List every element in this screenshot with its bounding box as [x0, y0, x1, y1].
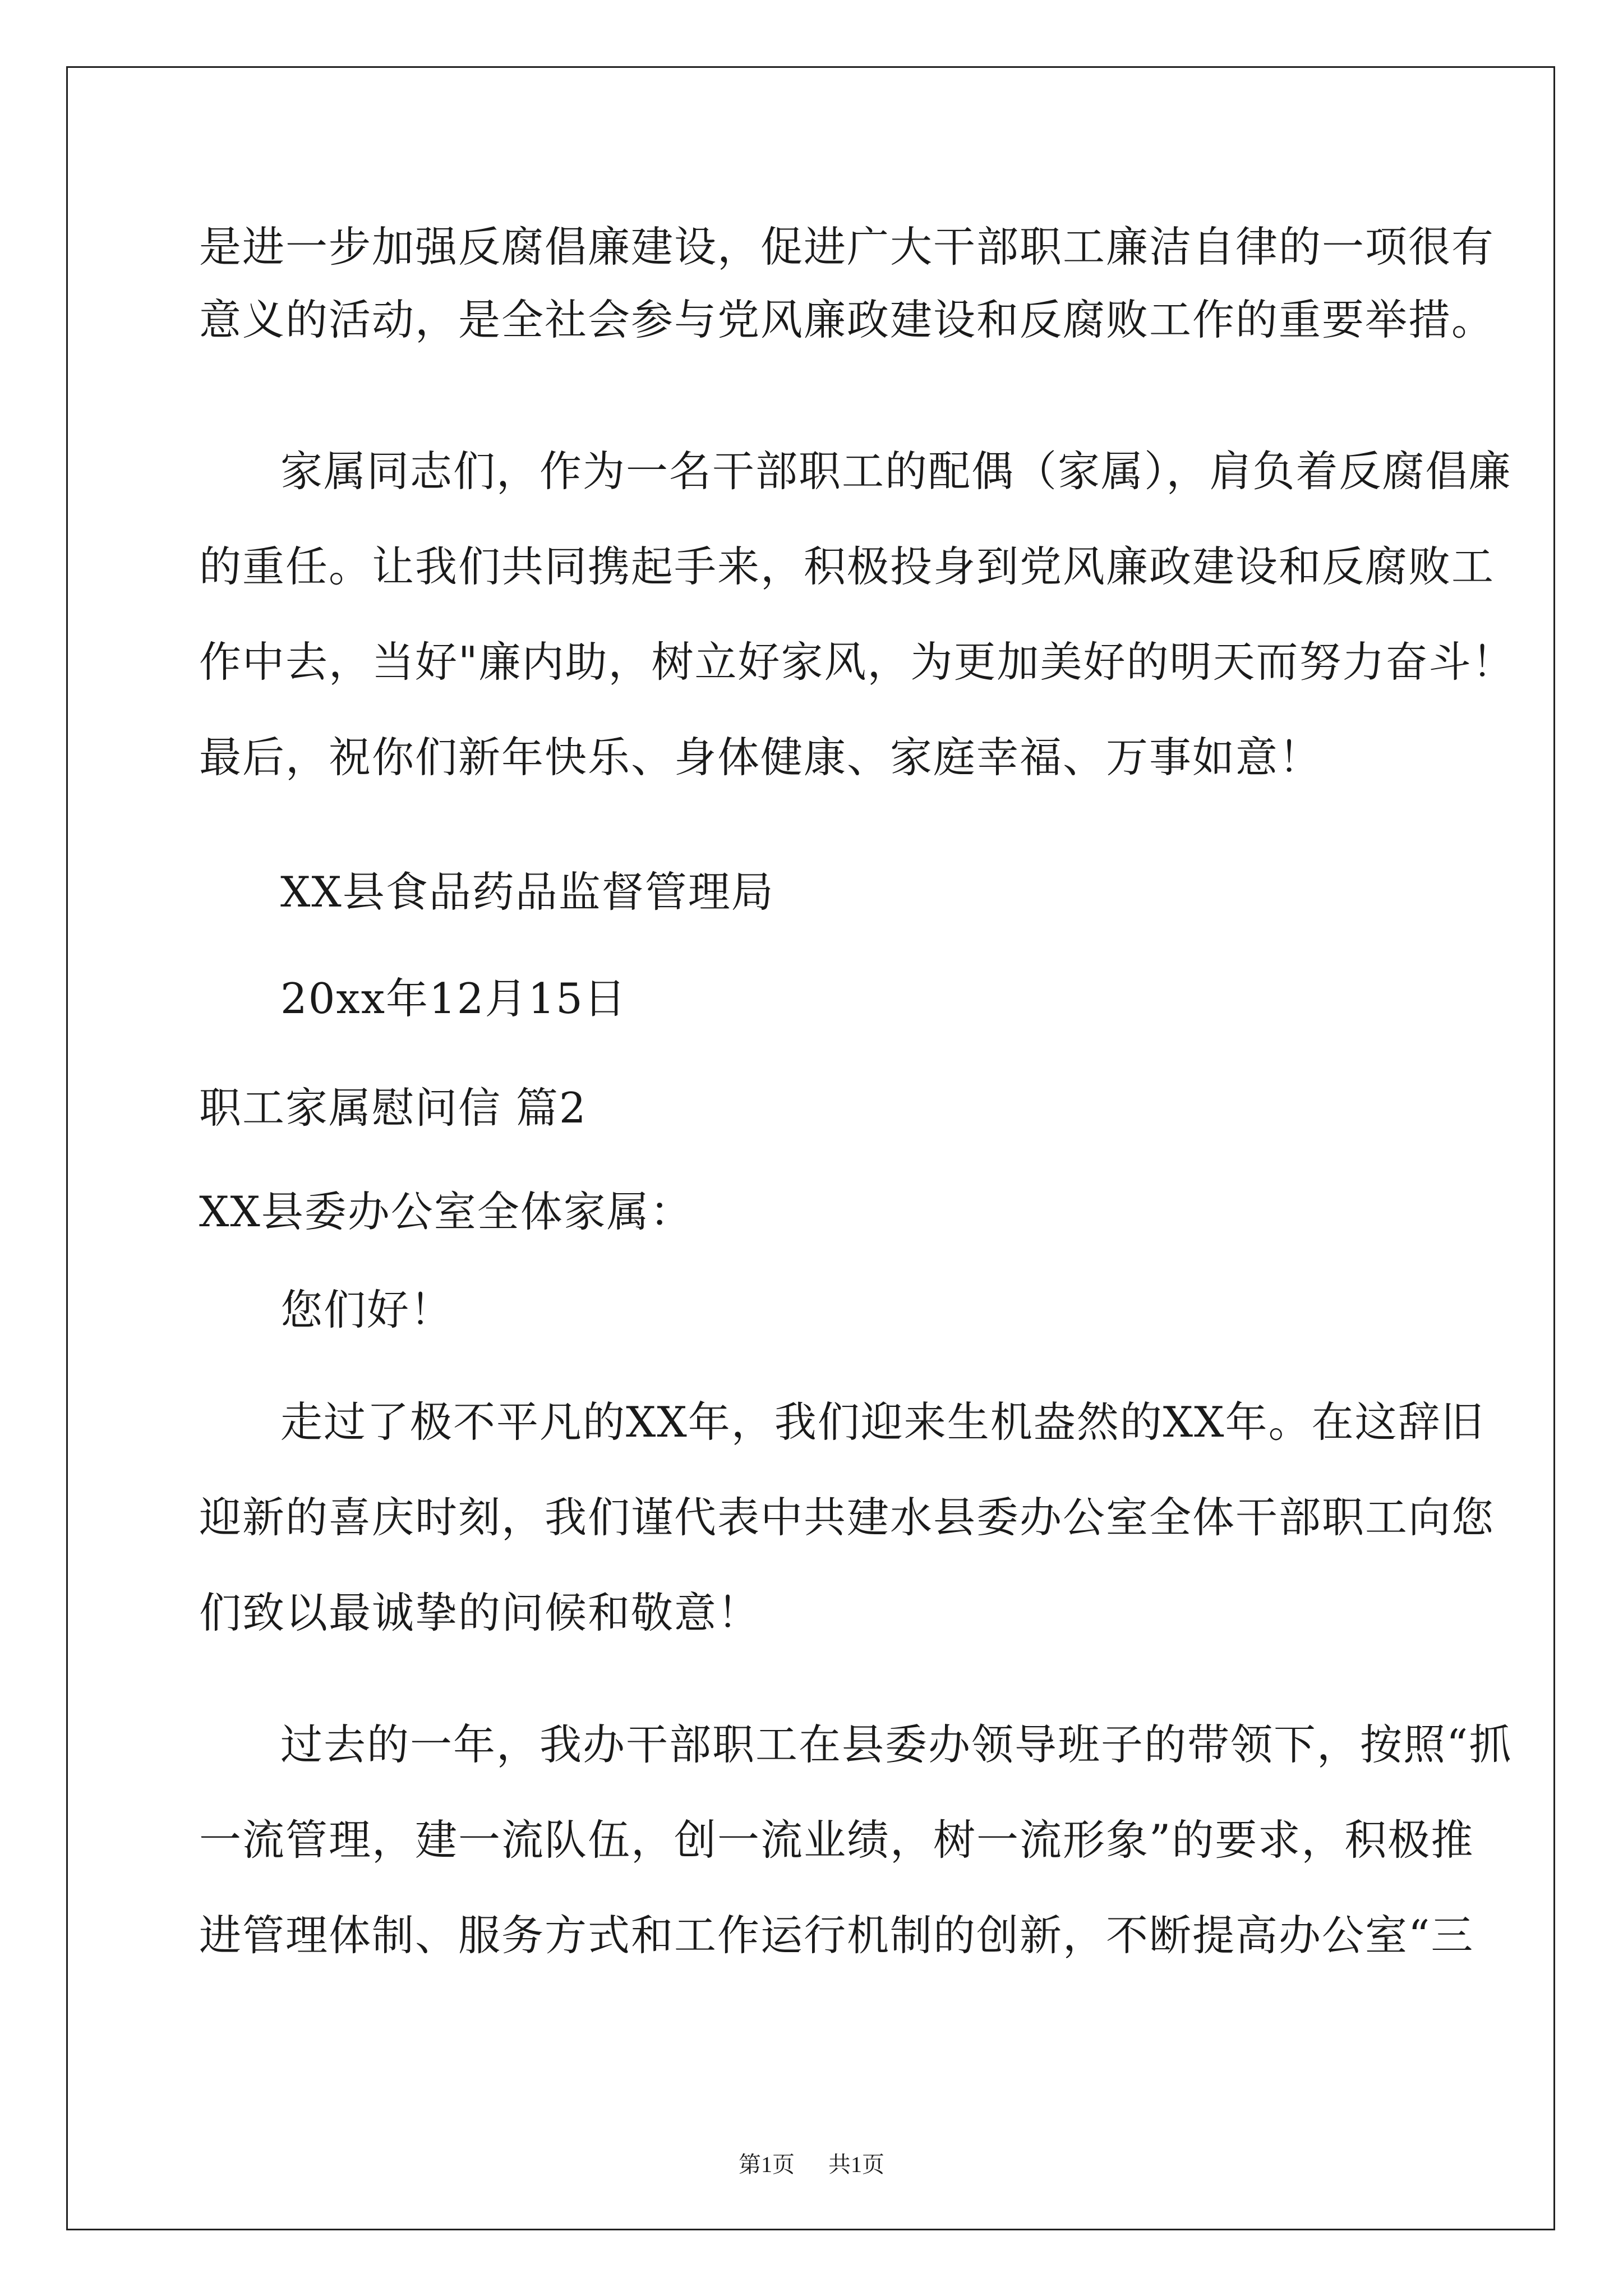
body-line-13: 迎新的喜庆时刻，我们谨代表中共建水县委办公室全体干部职工向您 [199, 1493, 1495, 1542]
body-line-16: 一流管理，建一流队伍，创一流业绩，树一流形象”的要求，积极推 [199, 1815, 1474, 1865]
body-line-3: 家属同志们，作为一名干部职工的配偶（家属），肩负着反腐倡廉 [280, 447, 1512, 496]
signature-org: XX县食品药品监督管理局 [280, 867, 774, 917]
signature-date: 20xx年12月15日 [280, 974, 627, 1023]
body-line-15: 过去的一年，我办干部职工在县委办领导班子的带领下，按照“抓 [280, 1720, 1513, 1769]
section-heading: 职工家属慰问信 篇2 [199, 1083, 587, 1133]
body-line-14: 们致以最诚挚的问候和敬意！ [199, 1588, 761, 1637]
page-border [66, 66, 1555, 2230]
body-line-2: 意义的活动，是全社会参与党风廉政建设和反腐败工作的重要举措。 [199, 295, 1495, 344]
page-total: 共1页 [828, 2152, 884, 2177]
body-line-12: 走过了极不平凡的XX年，我们迎来生机盎然的XX年。在这辞旧 [280, 1397, 1484, 1447]
body-line-6: 最后，祝你们新年快乐、身体健康、家庭幸福、万事如意！ [199, 733, 1322, 782]
salutation: XX县委办公室全体家属： [199, 1187, 693, 1236]
body-line-17: 进管理体制、服务方式和工作运行机制的创新，不断提高办公室“三 [199, 1911, 1474, 1960]
page-footer [0, 2151, 1623, 2179]
page-number: 第1页 [739, 2152, 795, 2177]
body-line-1: 是进一步加强反腐倡廉建设，促进广大干部职工廉洁自律的一项很有 [199, 222, 1495, 272]
greeting: 您们好！ [280, 1285, 454, 1335]
body-line-5: 作中去，当好"廉内助，树立好家风，为更加美好的明天而努力奋斗！ [199, 637, 1515, 687]
body-line-4: 的重任。让我们共同携起手来，积极投身到党风廉政建设和反腐败工 [199, 542, 1495, 591]
